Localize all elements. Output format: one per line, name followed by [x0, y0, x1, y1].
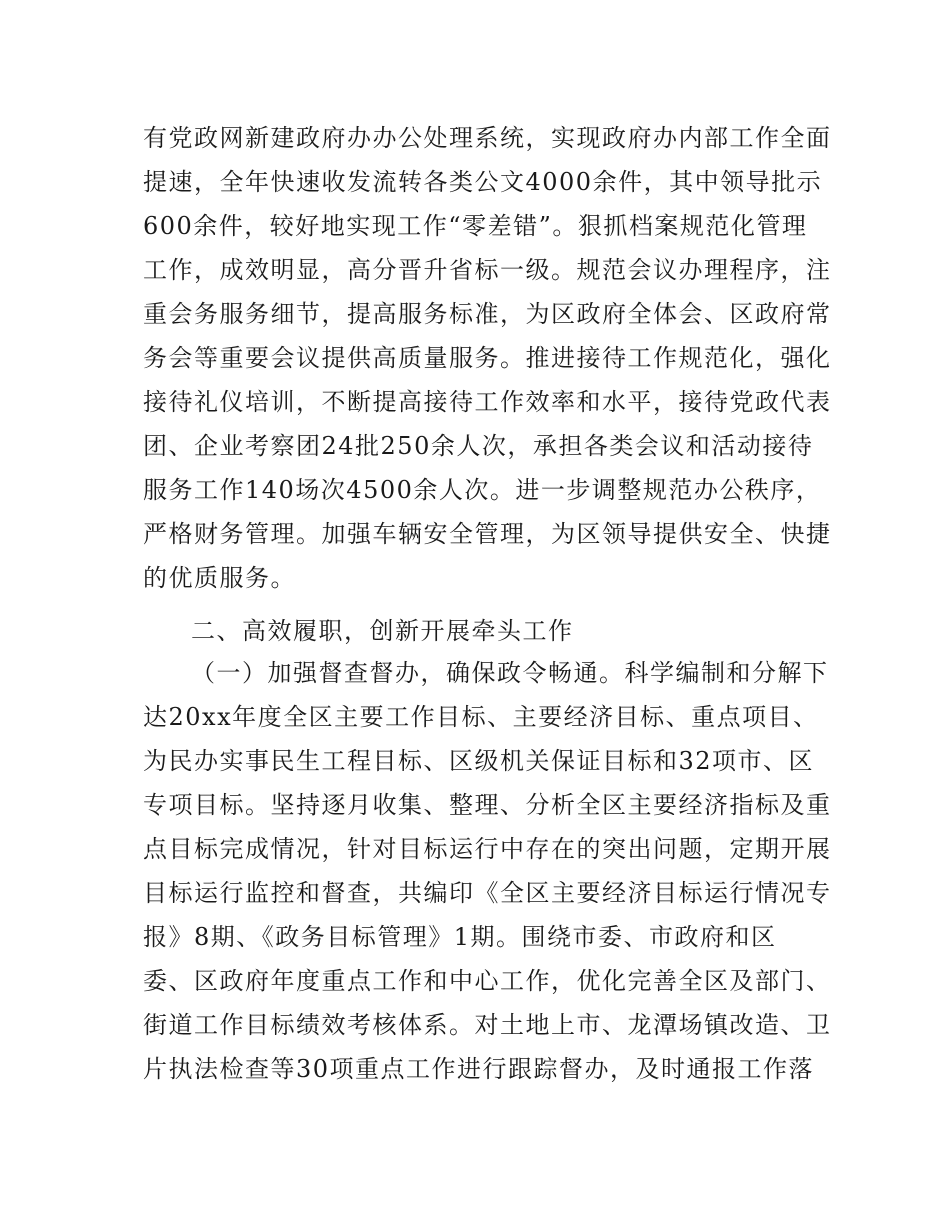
text-line: 的优质服务。 — [143, 564, 296, 592]
text-line: 片执法检查等30项重点工作进行跟踪督办，及时通报工作落 — [143, 1055, 815, 1083]
text-line: （一）加强督查督办，确保政令畅通。科学编制和分解下 — [191, 659, 829, 687]
body-paragraph — [143, 116, 832, 600]
text-line: 重会务服务细节，提高服务标准，为区政府全体会、区政府常 — [143, 300, 832, 328]
text-line: 点目标完成情况，针对目标运行中存在的突出问题，定期开展 — [143, 835, 832, 863]
body-paragraph — [143, 651, 832, 1091]
text-line: 达20xx年度全区主要工作目标、主要经济目标、重点项目、 — [143, 703, 819, 731]
text-line: 为民办实事民生工程目标、区级机关保证目标和32项市、区 — [143, 747, 815, 775]
section-heading-text: 二、高效履职，创新开展牵头工作 — [191, 617, 574, 645]
text-line: 务会等重要会议提供高质量服务。推进接待工作规范化，强化 — [143, 344, 832, 372]
text-line: 服务工作140场次4500余人次。进一步调整规范办公秩序， — [143, 476, 822, 504]
text-line: 专项目标。坚持逐月收集、整理、分析全区主要经济指标及重 — [143, 791, 832, 819]
text-line: 接待礼仪培训，不断提高接待工作效率和水平，接待党政代表 — [143, 388, 832, 416]
text-line: 提速，全年快速收发流转各类公文4000余件，其中领导批示 — [143, 168, 823, 196]
text-line: 报》8期、《政务目标管理》1期。围绕市委、市政府和区 — [143, 923, 777, 951]
text-line: 600余件，较好地实现工作“零差错”。狠抓档案规范化管理 — [143, 212, 808, 240]
text-line: 目标运行监控和督查，共编印《全区主要经济目标运行情况专 — [143, 879, 832, 907]
text-line: 工作，成效明显，高分晋升省标一级。规范会议办理程序，注 — [143, 256, 832, 284]
text-line: 委、区政府年度重点工作和中心工作，优化完善全区及部门、 — [143, 967, 832, 995]
text-line: 严格财务管理。加强车辆安全管理，为区领导提供安全、快捷 — [143, 520, 832, 548]
text-line: 有党政网新建政府办办公处理系统，实现政府办内部工作全面 — [143, 124, 832, 152]
section-heading — [143, 609, 811, 653]
text-line: 街道工作目标绩效考核体系。对土地上市、龙潭场镇改造、卫 — [143, 1011, 832, 1039]
text-line: 团、企业考察团24批250余人次，承担各类会议和活动接待 — [143, 432, 814, 460]
